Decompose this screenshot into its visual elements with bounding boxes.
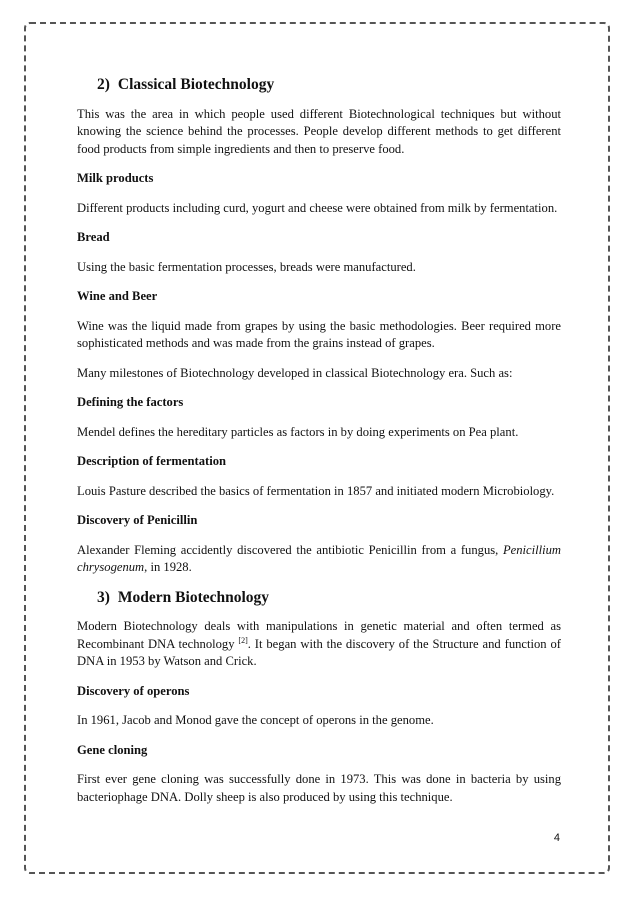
section-3-number: 3) <box>97 588 110 606</box>
cloning-heading: Gene cloning <box>77 742 148 757</box>
milk-heading: Milk products <box>77 171 154 185</box>
penicillin-text <box>77 542 561 577</box>
citation-ref: [2] <box>238 635 248 645</box>
milk-text: Different products including curd, yogurt and cheese were obtained from milk by fermentation. <box>77 200 558 215</box>
page-content <box>77 76 561 818</box>
section-2-number: 2) <box>97 76 110 93</box>
section-3-text <box>77 618 561 671</box>
factors-text: Mendel defines the hereditary particles as factors in by doing experiments on Pea plant. <box>77 424 519 439</box>
wine-text: Wine was the liquid made from grapes by using the basic methodologies. Beer required more sophisticated methods and was made from the grains instead of grapes. <box>77 318 561 350</box>
bread-text: Using the basic fermentation processes, breads were manufactured. <box>77 259 416 274</box>
wine-heading: Wine and Beer <box>77 289 158 303</box>
penicillin-text-a: Alexander Fleming accidently discovered the antibiotic Penicillin from a fungus, <box>77 542 503 557</box>
milestones-text: Many milestones of Biotechnology developed in classical Biotechnology era. Such as: <box>77 365 513 380</box>
penicillin-text-b: , in 1928. <box>144 560 192 574</box>
page-number: 4 <box>553 832 560 844</box>
bread-heading: Bread <box>77 230 110 244</box>
factors-heading: Defining the factors <box>77 395 184 409</box>
operons-heading: Discovery of operons <box>77 683 190 698</box>
section-2-heading <box>97 76 561 94</box>
penicillin-species: Penicillium chrysogenum <box>77 542 561 574</box>
section-3-text-b: . It began with the discovery of the Structure and function of DNA in 1953 by Watson and Crick. <box>77 636 561 668</box>
cloning-text: First ever gene cloning was successfully done in 1973. This was done in bacteria by using bacteriophage DNA. Dolly sheep is also produced by using this technique. <box>77 772 561 804</box>
fermentation-text: Louis Pasture described the basics of fermentation in 1857 and initiated modern Microbiology. <box>77 483 555 498</box>
section-2-title: Classical Biotechnology <box>117 76 275 93</box>
penicillin-heading: Discovery of Penicillin <box>77 513 198 527</box>
fermentation-heading: Description of fermentation <box>77 454 226 468</box>
section-2-intro: This was the area in which people used different Biotechnological techniques but without knowing the science behind the processes. People develop different methods to get different food products from simple ingredients and then to preserve food. <box>77 106 561 156</box>
operons-text: In 1961, Jacob and Monod gave the concept of operons in the genome. <box>77 713 434 727</box>
section-3-title: Modern Biotechnology <box>117 588 270 606</box>
section-3-text-a: Modern Biotechnology deals with manipulations in genetic material and often termed as Recombinant DNA technology <box>77 619 561 651</box>
section-3-heading <box>97 589 561 607</box>
